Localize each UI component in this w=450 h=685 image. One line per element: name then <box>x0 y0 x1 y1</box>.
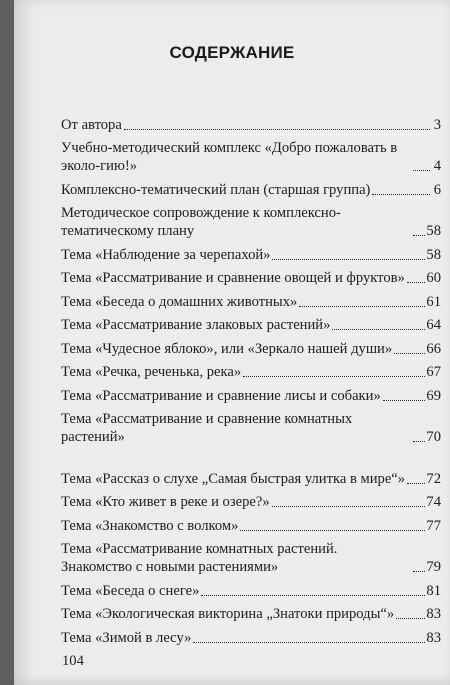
dot-leader <box>413 441 425 442</box>
toc-entry-page: 60 <box>426 270 441 286</box>
toc-entry-title: Тема «Речка, реченька, река» <box>61 364 242 380</box>
toc-entry-title: Тема «Зимой в лесу» <box>61 629 192 646</box>
toc-entry <box>61 175 441 199</box>
toc-entry <box>61 405 441 447</box>
toc-entry <box>61 535 441 577</box>
toc-entry-page: 79 <box>426 559 441 575</box>
toc-entry-title: Тема «Рассматривание и сравнение лисы и собаки» <box>61 387 381 404</box>
dot-leader <box>413 235 425 236</box>
toc-entry <box>61 358 441 382</box>
dot-leader <box>193 642 425 643</box>
toc-entry-title: Тема «Экологическая викторина „Знатоки природы“» <box>61 606 395 622</box>
toc-entry-page: 83 <box>426 629 441 646</box>
dot-leader <box>272 506 426 507</box>
book-page <box>14 0 450 685</box>
toc-entry-title: Тема «Рассматривание и сравнение комнатных растений» <box>61 411 353 445</box>
toc-entry-page: 81 <box>426 582 441 599</box>
toc-entry-title: Тема «Рассматривание и сравнение овощей и фруктов» <box>61 270 405 286</box>
toc-entry-title: Комплексно-тематический план (старшая группа) <box>61 181 371 198</box>
toc-entry <box>61 110 441 134</box>
toc-entry <box>61 264 441 288</box>
toc-entry <box>61 511 441 535</box>
toc-entry <box>61 600 441 624</box>
toc-entry-title: Тема «Наблюдение за черепахой» <box>61 246 271 263</box>
dot-leader <box>243 376 425 377</box>
toc-entry-page: 58 <box>426 246 441 263</box>
toc-entry <box>61 576 441 600</box>
toc-entry <box>61 240 441 264</box>
toc-entry-title: Методическое сопровождение к комплексно-тематическому плану <box>61 205 341 239</box>
toc-entry <box>61 381 441 405</box>
toc-entry-page: 83 <box>426 606 441 622</box>
toc-entry-title: Тема «Чудесное яблоко», или «Зеркало нашей души» <box>61 340 393 357</box>
dot-leader <box>396 618 425 619</box>
toc-entry-title: Тема «Рассматривание злаковых растений» <box>61 317 331 333</box>
toc-entry-title: От автора <box>61 116 122 133</box>
toc-entry-page: 4 <box>433 158 441 174</box>
toc-entry-title: Учебно-методический комплекс «Добро пожаловать в эколо-гию!» <box>61 140 398 174</box>
toc-entry <box>61 287 441 311</box>
dot-leader <box>201 595 425 596</box>
dot-leader <box>383 400 426 401</box>
toc-entry-title: Тема «Беседа о домашних животных» <box>61 293 298 310</box>
toc-entry-page: 72 <box>426 470 441 487</box>
toc-entry-title: Тема «Беседа о снеге» <box>61 582 200 599</box>
dot-leader <box>407 483 425 484</box>
toc-entry <box>61 488 441 512</box>
toc-entry-page: 61 <box>426 293 441 310</box>
toc-entry <box>61 334 441 358</box>
dot-leader <box>332 329 425 330</box>
toc-entry-title: Тема «Кто живет в реке и озере?» <box>61 494 270 510</box>
toc-entry <box>61 311 441 335</box>
table-of-contents <box>61 110 441 647</box>
dot-leader <box>372 194 430 195</box>
toc-entry <box>61 623 441 647</box>
dot-leader <box>413 170 430 171</box>
toc-entry-page: 67 <box>426 364 441 380</box>
toc-entry-page: 66 <box>426 340 441 357</box>
dot-leader <box>407 282 426 283</box>
toc-entry <box>61 446 441 488</box>
dot-leader <box>124 129 430 130</box>
dot-leader <box>394 353 425 354</box>
toc-entry-page: 69 <box>426 387 441 404</box>
dot-leader <box>272 259 425 260</box>
toc-entry-page: 74 <box>426 494 441 510</box>
toc-entry-page: 58 <box>426 223 441 239</box>
toc-entry-title: Тема «Знакомство с волком» <box>61 517 239 534</box>
dot-leader <box>240 530 425 531</box>
toc-entry-title: Тема «Рассказ о слухе „Самая быстрая улитка в мире“» <box>61 470 406 487</box>
dot-leader <box>299 306 425 307</box>
dot-leader <box>413 571 425 572</box>
toc-entry <box>61 134 441 176</box>
toc-entry-page: 6 <box>433 181 441 198</box>
toc-entry-title: Тема «Рассматривание комнатных растений. Знакомство с новыми растениями» <box>61 541 338 575</box>
toc-entry-page: 64 <box>426 317 441 333</box>
toc-entry <box>61 199 441 241</box>
toc-entry-page: 70 <box>426 429 441 445</box>
page-number: 104 <box>62 653 84 669</box>
toc-entry-page: 3 <box>433 116 441 133</box>
contents-heading: СОДЕРЖАНИЕ <box>169 43 295 62</box>
toc-entry-page: 77 <box>426 517 441 534</box>
